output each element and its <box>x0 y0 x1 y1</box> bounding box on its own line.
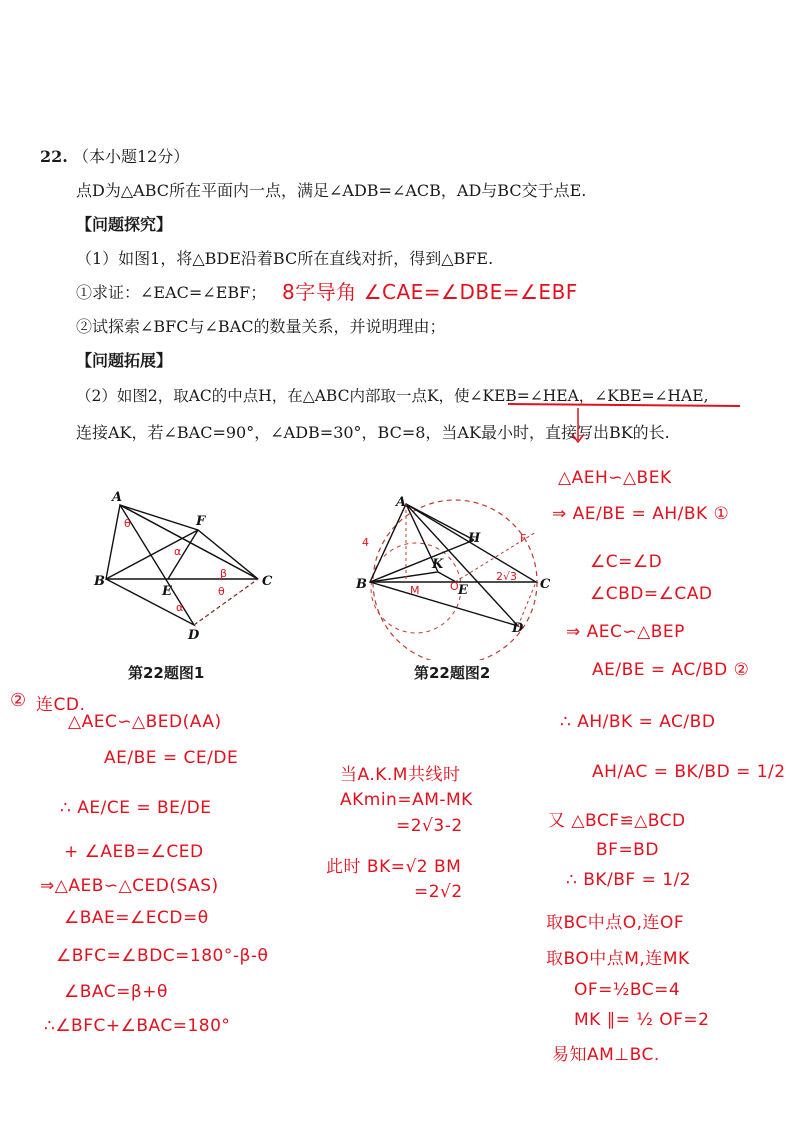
figure-2 <box>350 490 550 660</box>
hw-left-line: △AEC∽△BED(AA) <box>68 712 222 732</box>
hw-right-line: 取BC中点O,连OF <box>546 913 685 933</box>
fig2-label-K: K <box>432 557 444 572</box>
section-extend: 【问题拓展】 <box>76 351 173 370</box>
part1-q1: ①求证：∠EAC=∠EBF； <box>76 283 267 302</box>
hw-left-line: ∠BAE=∠ECD=θ <box>64 908 209 928</box>
hw-left-line: ∠BFC=∠BDC=180°-β-θ <box>56 946 269 966</box>
section-explore: 【问题探究】 <box>76 215 173 234</box>
hw-right-line: 易知AM⊥BC. <box>552 1045 660 1065</box>
fig1-label-D: D <box>188 628 200 643</box>
fig2-label-C: C <box>540 577 550 592</box>
fig2-label-H: H <box>468 531 481 546</box>
hw-left-line: ⇒△AEB∽△CED(SAS) <box>40 876 219 896</box>
fig2-four: 4 <box>362 536 369 549</box>
fig1-label-B: B <box>94 574 105 589</box>
fig1-label-E: E <box>162 584 172 599</box>
hw-right-line: 取BO中点M,连MK <box>546 949 690 969</box>
figure-1 <box>90 485 280 645</box>
hw-right-line: OF=½BC=4 <box>574 980 681 1000</box>
hw-right-line: ⇒ AE/BE = AH/BK ① <box>552 504 730 524</box>
hw-q2-label: ② <box>10 690 27 711</box>
fig2-label-A: A <box>396 495 407 510</box>
part2-line2: 连接AK，若∠BAC=90°，∠ADB=30°，BC=8，当AK最小时，直接写出BK的长. <box>76 423 670 442</box>
part2-line1: （2）如图2，取AC的中点H，在△ABC内部取一点K，使∠KEB=∠HEA，∠KBE=∠HAE, <box>76 387 709 405</box>
hw-right-line: AE/BE = AC/BD ② <box>592 660 750 680</box>
problem-number: 22. <box>40 147 68 166</box>
hw-left-line: AE/BE = CE/DE <box>104 748 239 768</box>
hw-right-line: ∴ AH/BK = AC/BD <box>560 712 716 732</box>
fig2-label-D: D <box>512 621 524 636</box>
hw-right-line: ∠CBD=∠CAD <box>590 584 713 604</box>
fig2-label-O: O <box>450 580 459 593</box>
hw-mid-line: 此时 BK=√2 BM <box>326 857 462 877</box>
fig1-label-A: A <box>112 490 123 505</box>
hw-mid-line: =2√2 <box>414 882 463 902</box>
hw-right-line: ⇒ AEC∽△BEP <box>566 622 685 642</box>
hw-left-line: ∴∠BFC+∠BAC=180° <box>44 1016 231 1036</box>
fig2-label-F: F <box>520 532 527 545</box>
part1-q2: ②试探索∠BFC与∠BAC的数量关系，并说明理由； <box>76 317 446 336</box>
hw-q1-note: 8字导角 ∠CAE=∠DBE=∠EBF <box>282 280 578 304</box>
fig2-label-M: M <box>410 584 420 597</box>
hw-right-line: ∠C=∠D <box>590 552 663 572</box>
hw-left-line: 连CD. <box>36 695 86 715</box>
fig1-beta: β <box>220 567 228 580</box>
fig1-alpha-2: α <box>176 601 184 614</box>
fig2-two-root3: 2√3 <box>496 570 518 583</box>
fig2-label-E: E <box>458 583 468 598</box>
hw-left-line: + ∠AEB=∠CED <box>64 842 204 862</box>
hw-right-line: 又 △BCF≌△BCD <box>548 811 686 831</box>
fig1-label-C: C <box>262 574 273 589</box>
hw-left-line: ∴ AE/CE = BE/DE <box>60 798 212 818</box>
fig1-theta-1: θ <box>124 517 131 530</box>
problem-intro: 点D为△ABC所在平面内一点，满足∠ADB=∠ACB，AD与BC交于点E. <box>76 181 587 200</box>
hw-right-line: AH/AC = BK/BD = 1/2 <box>592 762 786 782</box>
hw-right-line: △AEH∽△BEK <box>558 468 672 488</box>
fig1-label-F: F <box>196 514 206 529</box>
part1-text: （1）如图1，将△BDE沿着BC所在直线对折，得到△BFE. <box>76 249 494 268</box>
hw-right-line: MK ∥= ½ OF=2 <box>574 1010 710 1030</box>
fig1-alpha-1: α <box>174 545 182 558</box>
fig2-caption: 第22题图2 <box>414 664 491 682</box>
problem-points: （本小题12分） <box>72 147 190 166</box>
hw-mid-line: AKmin=AM-MK <box>340 790 473 810</box>
hw-mid-line: =2√3-2 <box>396 816 463 836</box>
hw-right-line: BF=BD <box>596 840 659 860</box>
fig1-caption: 第22题图1 <box>128 664 205 682</box>
fig1-theta-2: θ <box>218 585 225 598</box>
fig2-label-B: B <box>356 577 367 592</box>
hw-mid-line: 当A.K.M共线时 <box>340 765 461 785</box>
hw-left-line: ∠BAC=β+θ <box>64 982 168 1002</box>
hw-right-line: ∴ BK/BF = 1/2 <box>566 870 692 890</box>
